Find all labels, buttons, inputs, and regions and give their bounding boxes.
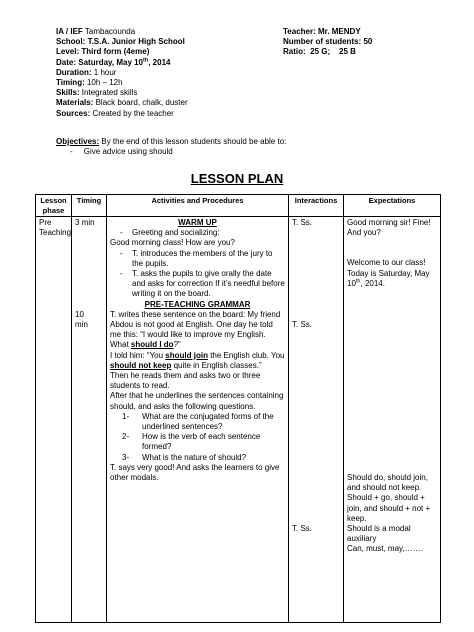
timing-label: Timing: (56, 78, 85, 88)
question-1 (110, 412, 285, 432)
grammar-p1-text: T. writes these sentence on the board: My friend Abdou is not good at English. One day he told me this: “I would like to improve my English. What (110, 309, 281, 350)
ratio-line (283, 47, 436, 57)
grammar-p2-underlined-1: should join (165, 350, 208, 360)
dash: - (120, 248, 123, 258)
question-3-number: 3- (122, 452, 130, 462)
expectation-6: Can, must, may,……. (347, 544, 423, 554)
grammar-paragraph-4: After that he underlines the sentences containing should, and asks the following questions. (110, 391, 284, 411)
grammar-p1-underlined: should I do (130, 340, 174, 350)
header-lesson-phase: Lesson phase (36, 195, 72, 217)
objective-item (56, 147, 436, 157)
ratio-label: Ratio: (283, 47, 306, 57)
level-value: Third form (4eme) (79, 47, 150, 57)
date-sup: th (143, 56, 149, 63)
students-line (283, 37, 436, 47)
dash: - (120, 228, 123, 238)
timing-warmup: 3 min (75, 218, 95, 227)
duration-label: Duration: (56, 67, 92, 77)
header-activities: Activities and Procedures (107, 195, 289, 217)
warm-up-item-3 (110, 269, 285, 300)
objectives-text: By the end of this lesson students should be able to: (99, 137, 287, 146)
objective-text: Give advice using should (83, 147, 173, 157)
grammar-p2-c: quite in English classes.” (171, 360, 262, 370)
teacher-value: Mr. MENDY (315, 27, 361, 36)
timing-value: 10h – 12h (84, 78, 123, 88)
header-interactions: Interactions (289, 195, 344, 217)
question-3 (110, 453, 285, 463)
warm-up-item-3-text: T. asks the pupils to give orally the date and asks for correction If it’s needful before writing it on the board. (132, 269, 285, 299)
grammar-title: PRE-TEACHING GRAMMAR (144, 299, 251, 309)
interaction-spacer-2 (292, 330, 340, 524)
level-label: Level: (56, 47, 80, 57)
warm-up-item-2 (110, 249, 285, 269)
ratio-value: 25 G; 25 B (305, 47, 356, 57)
lesson-plan-table (35, 194, 441, 623)
duration-line (56, 68, 436, 78)
grammar-paragraph-1 (110, 310, 285, 351)
question-1-text: What are the conjugated forms of the underlined sentences? (142, 411, 274, 432)
expectation-2 (347, 258, 437, 289)
expectation-3: Should do, should join, and should not keep. (347, 473, 428, 493)
expectations-cell (344, 217, 441, 623)
date-line (56, 58, 436, 68)
warm-up-item-2-text: T. introduces the members of the jury to the pupils. (132, 248, 273, 268)
expectation-1: Good morning sir! Fine! And you? (347, 218, 431, 238)
ia-value: Tambacounda (82, 27, 136, 36)
interaction-3: T. Ss. (292, 524, 313, 534)
grammar-paragraph-5: T. says very good! And asks the learners to give other modals. (110, 462, 280, 483)
question-1-number: 1- (122, 411, 130, 421)
expectation-2-text: Welcome to our class! Today is Saturday, May 10 (347, 258, 430, 288)
warm-up-greeting: Good morning class! How are you? (110, 238, 235, 248)
grammar-p2-underlined-2: should not keep (110, 360, 172, 370)
page-title: LESSON PLAN (190, 171, 284, 186)
objectives-line (56, 137, 436, 147)
timing-spacer (75, 228, 103, 310)
expectation-spacer-1 (347, 238, 437, 258)
expectation-spacer-2 (347, 289, 437, 473)
ia-label: IA / IEF (56, 27, 83, 36)
duration-value: 1 hour (91, 67, 117, 77)
activities-cell (107, 217, 289, 623)
skills-line (56, 88, 436, 98)
warm-up-item-1-text: Greeting and socializing: (132, 228, 220, 238)
grammar-paragraph-2 (110, 351, 285, 371)
skills-value: Integrated skills (79, 88, 138, 98)
school-line (56, 37, 283, 47)
dash: - (120, 269, 123, 279)
timing-line (56, 78, 436, 88)
objectives-block (56, 137, 436, 157)
grammar-paragraph-3: Then he reads them and asks two or three students to read. (110, 371, 261, 391)
phase-cell (36, 217, 72, 623)
materials-value: Black board, chalk, duster (93, 98, 188, 108)
sources-value: Created by the teacher (90, 108, 174, 118)
materials-label: Materials: (56, 98, 94, 108)
expectation-5: Should is a modal auxiliary (347, 524, 411, 544)
warm-up-item-1 (110, 228, 285, 238)
teacher-label: Teacher: (283, 27, 316, 36)
interactions-cell (289, 217, 344, 623)
expectation-2-sup: th (355, 278, 361, 285)
skills-label: Skills: (56, 88, 80, 98)
date-label: Date: (56, 57, 77, 67)
ia-line (56, 27, 283, 37)
date-year: , 2014 (148, 57, 171, 67)
date-value: Saturday, May 10 (76, 57, 144, 67)
question-2-number: 2- (122, 432, 130, 442)
materials-line (56, 98, 436, 108)
interaction-spacer-1 (292, 228, 340, 320)
sources-line (56, 109, 436, 119)
warm-up-title: WARM UP (178, 218, 217, 227)
header-block (56, 27, 436, 119)
timing-cell (72, 217, 107, 623)
teacher-line (283, 27, 436, 37)
question-2 (110, 432, 285, 452)
level-line (56, 47, 283, 57)
school-label: School: (56, 37, 86, 47)
objective-dash: - (70, 147, 73, 157)
timing-grammar: 10 min (75, 310, 88, 330)
grammar-p1-end: ?” (173, 340, 181, 350)
phase-text: Pre Teaching (39, 218, 72, 238)
header-timing: Timing (72, 195, 107, 217)
question-2-text: How is the verb of each sentence formed? (142, 432, 261, 452)
sources-label: Sources: (56, 108, 91, 118)
question-3-text: What is the nature of should? (142, 452, 247, 462)
expectation-2-year: , 2014. (360, 278, 385, 288)
table-row (36, 217, 441, 623)
objectives-label: Objectives: (56, 137, 100, 146)
interaction-2: T. Ss. (292, 320, 313, 330)
grammar-p2-b: the English club. You (207, 350, 285, 360)
header-expectations: Expectations (344, 195, 441, 217)
grammar-p2-a: I told him: “You (110, 350, 166, 360)
students-value: 50 (361, 37, 373, 47)
students-label: Number of students: (283, 37, 362, 47)
school-value: T.S.A. Junior High School (85, 37, 185, 47)
table-header-row (36, 195, 441, 217)
expectation-4: Should + go, should + join, and should + not + keep. (347, 493, 431, 523)
interaction-1: T. Ss. (292, 218, 313, 227)
